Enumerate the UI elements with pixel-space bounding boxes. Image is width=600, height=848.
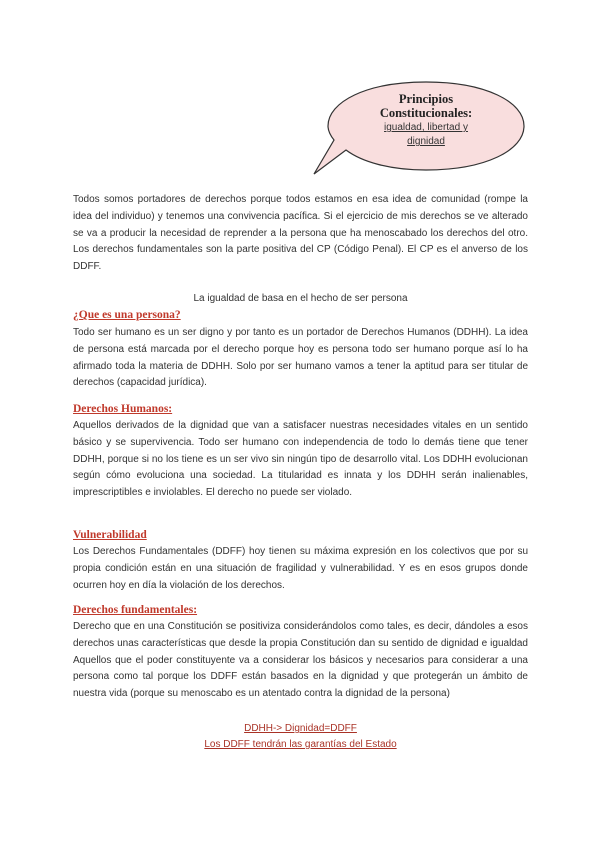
- bubble-subtitle-line1: igualdad, libertad y: [384, 122, 468, 133]
- formula: DDHH-> Dignidad=DDFF: [244, 723, 357, 734]
- paragraph-vulnerabilidad: Los Derechos Fundamentales (DDFF) hoy tienen su máxima expresión en los colectivos que por su propia condición están en una situación de fragilidad y vulnerabilidad. Y es en esos grupos donde ocurren hoy en día la violación de los derechos.: [73, 546, 528, 591]
- bubble-title-line2: Constitucionales:: [379, 106, 473, 120]
- centered-title: La igualdad de basa en el hecho de ser persona: [193, 293, 408, 304]
- intro-paragraph: Todos somos portadores de derechos porque todos estamos en esa idea de comunidad (rompe la idea del individuo) y tenemos una convivencia pacífica. Si el ejercicio de mis derechos se ve alterado se va a producir la necesidad de reprender a la persona que ha menoscabado los derechos del otro. Los derechos fundamentales son la parte positiva del CP (Código Penal). El CP es el anverso de los DDFF.: [73, 194, 528, 273]
- heading-derechos-fundamentales: Derechos fundamentales:: [73, 604, 198, 616]
- heading-vulnerabilidad: Vulnerabilidad: [73, 529, 147, 541]
- closing-line: [73, 737, 528, 754]
- bubble-title-line1: Principios: [398, 92, 454, 106]
- speech-bubble: [310, 80, 542, 176]
- closing-statement: Los DDFF tendrán las garantías del Estado: [204, 739, 397, 750]
- bubble-subtitle-line2: dignidad: [407, 136, 445, 147]
- paragraph-derechos-fundamentales: Derecho que en una Constitución se positiviza considerándolos como tales, es decir, dándoles a esos derechos unas características que desde la propia Constitución dan su sentido de dignidad e igualdad Aquellos que el poder constituyente va a considerar los básicos y necesarios para considerar a una persona como tal porque los DDFF están basados en la dignidad y que protegerán un ámbito de nuestra vida (porque su menoscabo es un atentado contra la dignidad de la persona): [73, 621, 528, 700]
- heading-derechos-humanos: Derechos Humanos:: [73, 403, 173, 415]
- paragraph-que-es-persona: Todo ser humano es un ser digno y por tanto es un portador de Derechos Humanos (DDHH). La idea de persona está marcada por el derecho porque hoy es persona todo ser humano porque así lo ha afirmado toda la materia de DDHH. Solo por ser humano vamos a tener la aptitud para ser titular de derechos (capacidad jurídica).: [73, 327, 528, 389]
- paragraph-derechos-humanos: Aquellos derivados de la dignidad que van a satisfacer nuestras necesidades vitales en un sentido básico y se supervivencia. Todo ser humano con independencia de todo lo demás tiene que tener DDHH, porque si no los tiene es un ser vivo sin ningún tipo de desarrollo vital. Los DDHH evolucionan según cómo evoluciona una sociedad. La titularidad es innata y los DDHH serán inalienables, imprescriptibles e inviolables. El derecho no puede ser violado.: [73, 420, 528, 499]
- formula-line: [73, 721, 528, 738]
- heading-que-es-persona: ¿Que es una persona?: [73, 309, 181, 321]
